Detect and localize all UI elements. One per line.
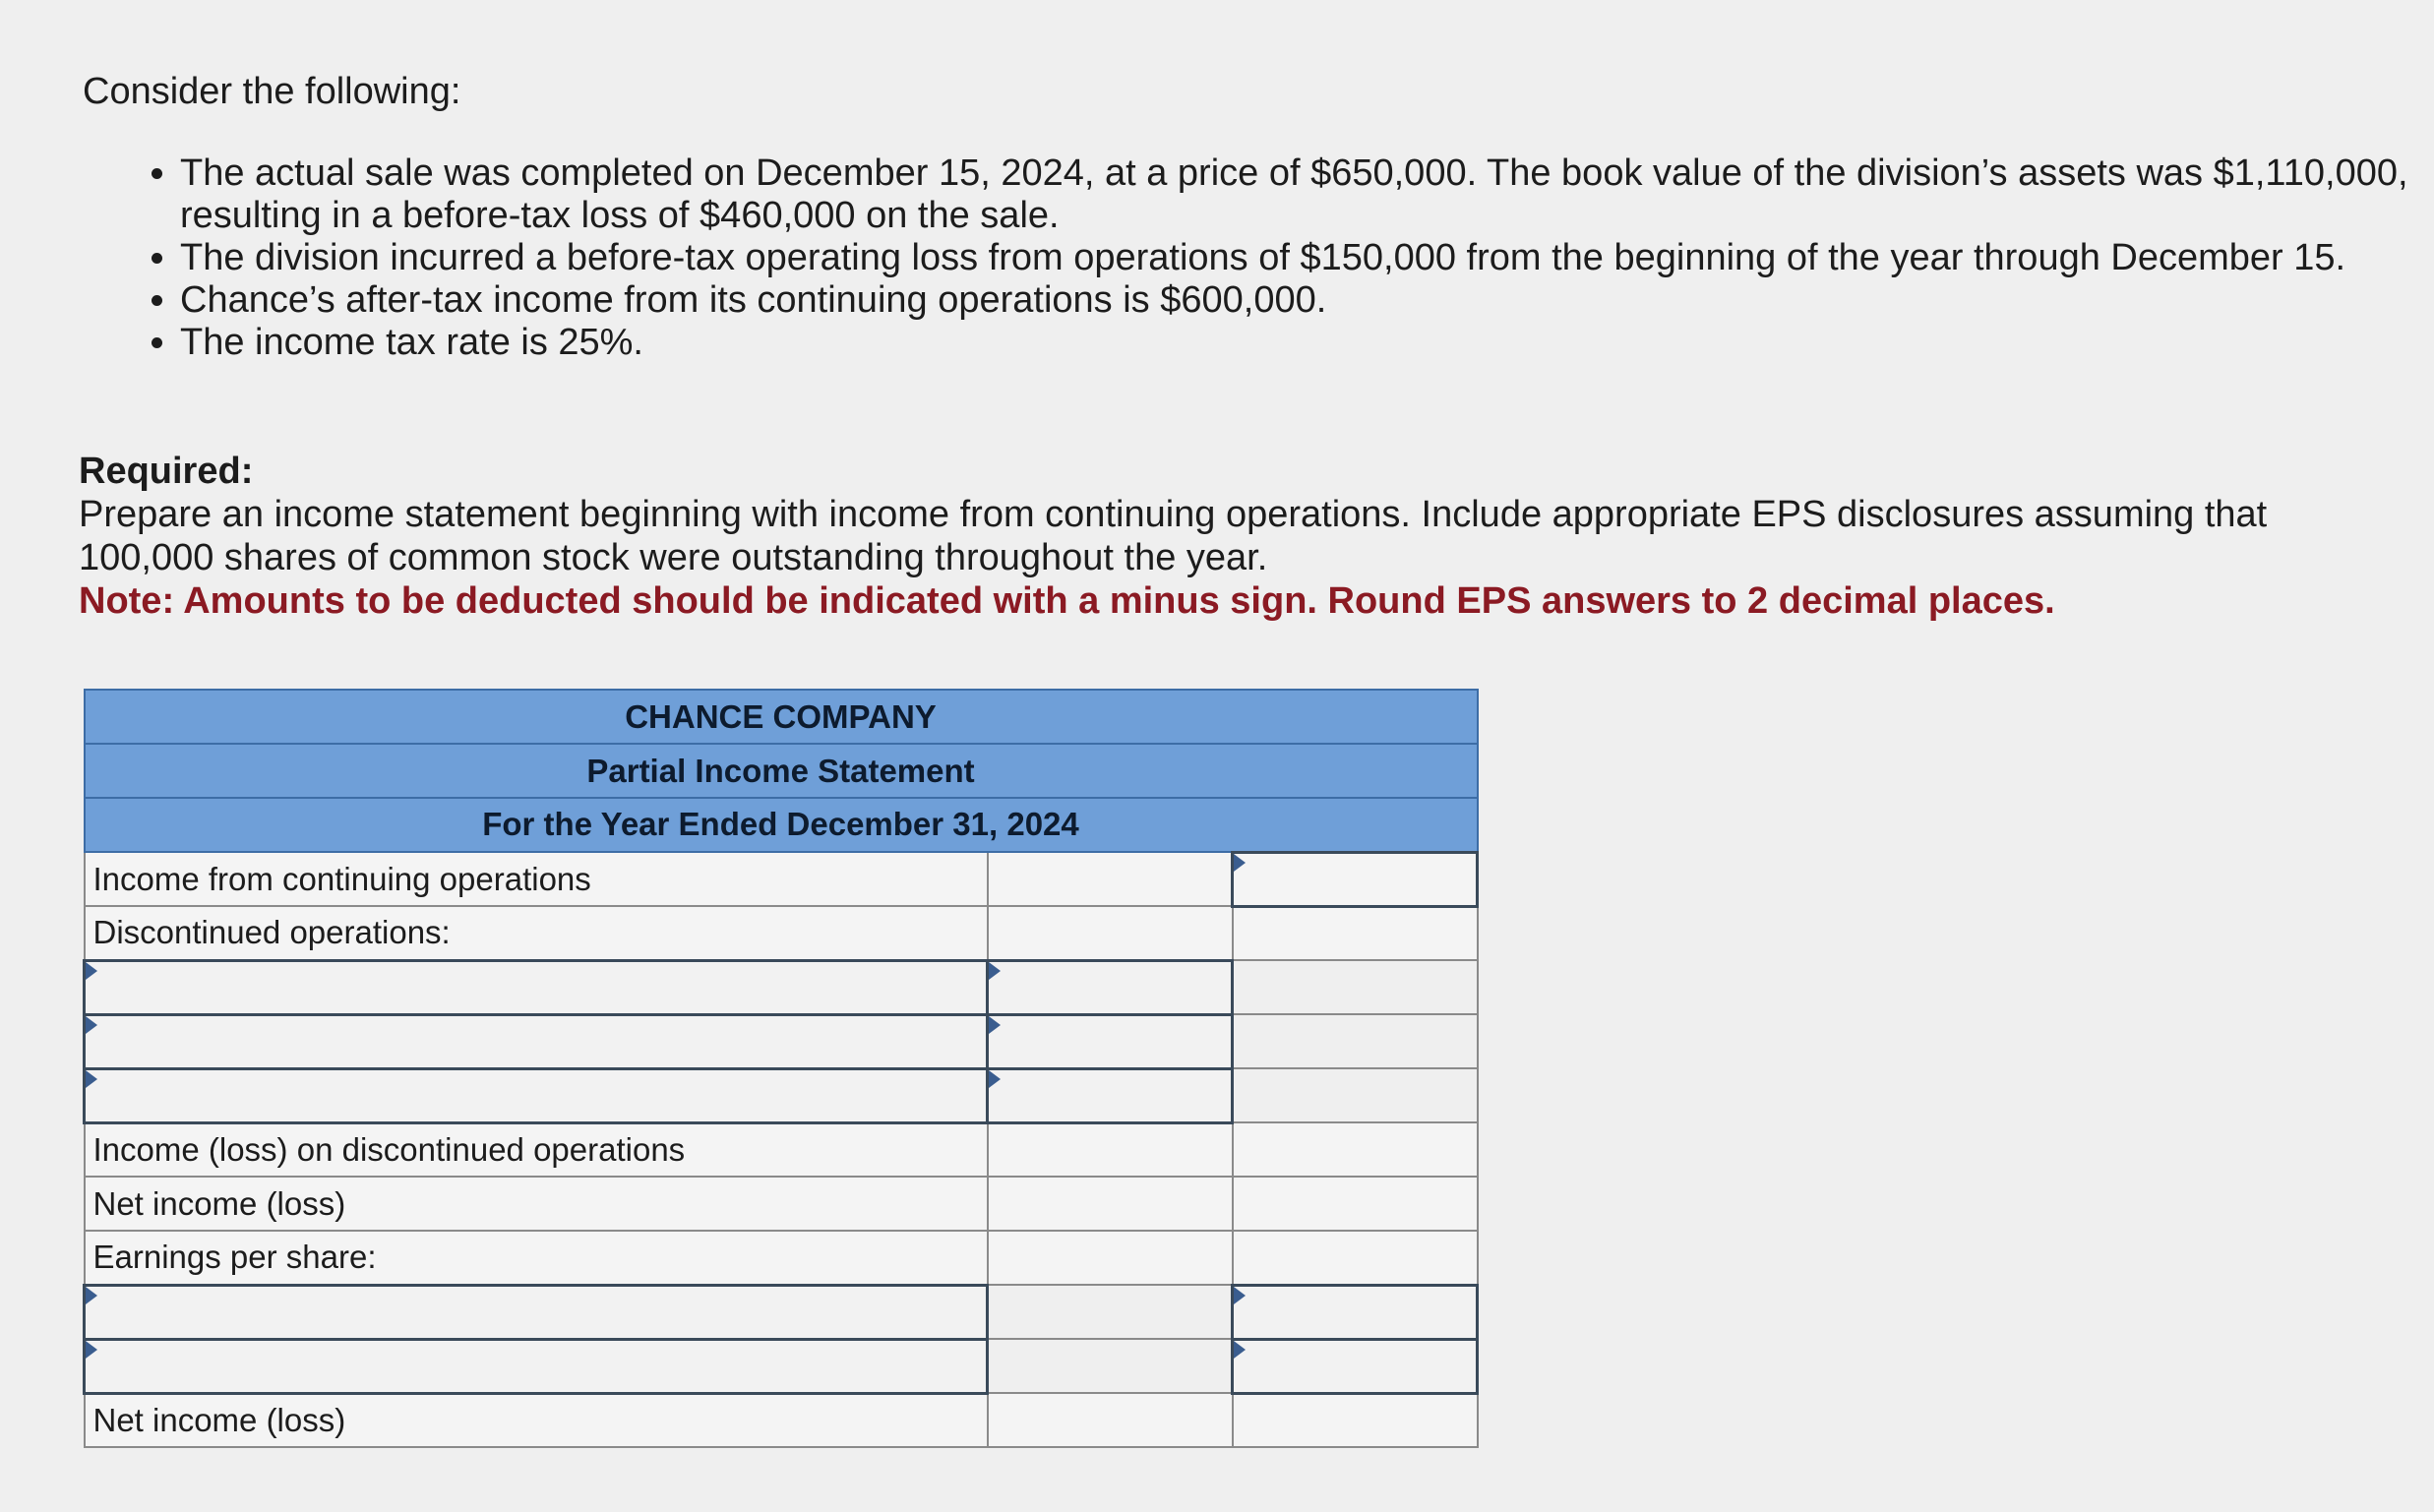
eps-item-2-label-select[interactable] — [85, 1339, 988, 1393]
empty-cell — [988, 1231, 1233, 1285]
discontinued-item-1-amount-input[interactable] — [988, 960, 1233, 1014]
empty-cell — [988, 906, 1233, 960]
discontinued-item-3-amount-field[interactable] — [997, 1069, 1227, 1122]
discontinued-item-3-amount-input[interactable] — [988, 1068, 1233, 1122]
income-continuing-amount-input[interactable] — [1233, 852, 1478, 906]
required-text: Prepare an income statement beginning with income from continuing operations. Include appropriate EPS disclosures assuming that 100,000 shares of common stock were outstanding throughout the year. — [79, 494, 2268, 578]
list-item: • The division incurred a before-tax operating loss from operations of $150,000 from the beginning of the year through December 15. — [180, 237, 2433, 279]
row-label-eps: Earnings per share: — [85, 1231, 988, 1285]
statement-title: Partial Income Statement — [85, 744, 1478, 798]
eps-item-1-amount-field[interactable] — [1242, 1286, 1472, 1339]
eps-item-2-label-field[interactable] — [93, 1340, 982, 1393]
empty-cell — [1233, 906, 1478, 960]
list-item: • The income tax rate is 25%. — [180, 322, 2433, 364]
row-label-income-continuing: Income from continuing operations — [85, 852, 988, 906]
discontinued-item-3-label-field[interactable] — [93, 1069, 982, 1122]
empty-cell — [1233, 1122, 1478, 1177]
income-continuing-amount-field[interactable] — [1242, 853, 1472, 906]
empty-cell — [988, 1393, 1233, 1447]
row-label-eps-net-income: Net income (loss) — [85, 1393, 988, 1447]
list-item: • Chance’s after-tax income from its continuing operations is $600,000. — [180, 279, 2433, 322]
facts-list — [137, 152, 2433, 364]
discontinued-item-2-amount-input[interactable] — [988, 1014, 1233, 1068]
statement-period: For the Year Ended December 31, 2024 — [85, 798, 1478, 852]
empty-cell — [1233, 1231, 1478, 1285]
row-label-net-income: Net income (loss) — [85, 1177, 988, 1231]
empty-cell — [988, 852, 1233, 906]
required-title: Required: — [79, 451, 254, 492]
eps-item-1-label-field[interactable] — [93, 1286, 982, 1339]
discontinued-item-2-amount-field[interactable] — [997, 1015, 1227, 1068]
empty-cell — [988, 1177, 1233, 1231]
list-item: • The actual sale was completed on December 15, 2024, at a price of $650,000. The book value of the division’s assets was $1,110,000, resulting in a before-tax loss of $460,000 on the sale. — [180, 152, 2433, 237]
empty-cell — [988, 1285, 1233, 1339]
empty-cell — [1233, 960, 1478, 1014]
discontinued-item-3-label-select[interactable] — [85, 1068, 988, 1122]
income-statement-table — [83, 689, 1479, 1448]
empty-cell — [1233, 1393, 1478, 1447]
discontinued-item-2-label-select[interactable] — [85, 1014, 988, 1068]
discontinued-item-1-label-field[interactable] — [93, 961, 982, 1014]
company-name: CHANCE COMPANY — [85, 690, 1478, 744]
discontinued-item-1-label-select[interactable] — [85, 960, 988, 1014]
eps-item-2-amount-field[interactable] — [1242, 1340, 1472, 1393]
empty-cell — [988, 1122, 1233, 1177]
empty-cell — [1233, 1014, 1478, 1068]
intro-text: Consider the following: — [83, 71, 461, 112]
row-label-income-loss-discontinued: Income (loss) on discontinued operations — [85, 1122, 988, 1177]
eps-item-1-label-select[interactable] — [85, 1285, 988, 1339]
row-label-discontinued: Discontinued operations: — [85, 906, 988, 960]
empty-cell — [988, 1339, 1233, 1393]
discontinued-item-1-amount-field[interactable] — [997, 961, 1227, 1014]
required-note: Note: Amounts to be deducted should be indicated with a minus sign. Round EPS answers to 2 decimal places. — [79, 580, 2055, 622]
required-section — [79, 450, 2371, 623]
empty-cell — [1233, 1177, 1478, 1231]
eps-item-2-amount-input[interactable] — [1233, 1339, 1478, 1393]
empty-cell — [1233, 1068, 1478, 1122]
discontinued-item-2-label-field[interactable] — [93, 1015, 982, 1068]
eps-item-1-amount-input[interactable] — [1233, 1285, 1478, 1339]
